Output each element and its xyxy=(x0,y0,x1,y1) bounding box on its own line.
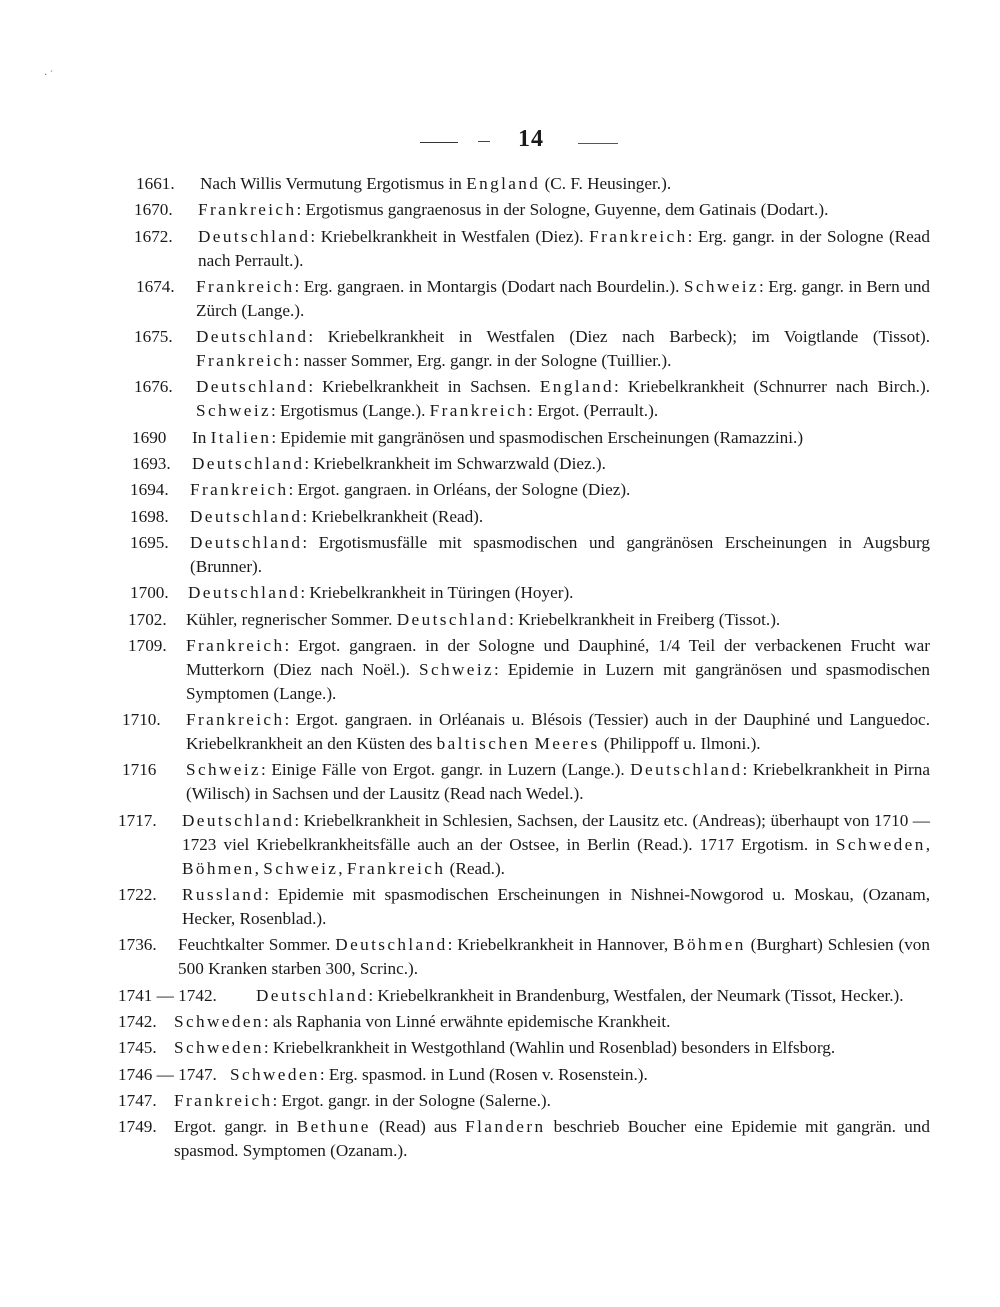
entry-text: Deutschland: Kriebelkrankheit im Schwarzwald (Diez.). xyxy=(192,454,606,474)
entry-year: 1702. xyxy=(128,609,167,629)
entry-year: 1690 xyxy=(132,427,167,447)
chronology-entry xyxy=(0,478,1000,502)
entry-year: 1736. xyxy=(118,935,157,955)
chronology-list xyxy=(0,172,1000,1165)
entry-text: Deutschland: Kriebelkrankheit in Brandenburg, Westfalen, der Neumark (Tissot, Hecker.). xyxy=(256,985,904,1005)
entry-text: Ergot. gangr. in Bethune (Read) aus Flandern beschrieb Boucher eine Epidemie mit gangrän. und spasmod. Symptomen (Ozanam.). xyxy=(174,1117,930,1161)
entry-year: 1746 — 1747. xyxy=(118,1064,217,1084)
entry-text: Deutschland: Kriebelkrankheit in Westfalen (Diez nach Barbeck); im Voigtlande (Tissot). Frankreich: nasser Sommer, Erg. gangr. in der Sologne (Tuillier.). xyxy=(196,327,930,371)
chronology-entry xyxy=(0,172,1000,196)
header-rule-left xyxy=(420,142,458,143)
entry-year: 1749. xyxy=(118,1117,157,1137)
entry-year: 1700. xyxy=(130,583,169,603)
chronology-entry xyxy=(0,505,1000,529)
chronology-entry xyxy=(0,325,1000,373)
chronology-entry xyxy=(0,1115,1000,1163)
entry-year: 1676. xyxy=(134,377,173,397)
entry-text: Frankreich: Ergot. gangr. in der Sologne (Salerne.). xyxy=(174,1090,551,1110)
chronology-entry xyxy=(0,531,1000,579)
chronology-entry xyxy=(0,1010,1000,1034)
entry-year: 1747. xyxy=(118,1090,157,1110)
chronology-entry xyxy=(0,933,1000,981)
chronology-entry xyxy=(0,708,1000,756)
entry-text: Deutschland: Kriebelkrankheit in Türingen (Hoyer). xyxy=(188,583,574,603)
entry-year: 1694. xyxy=(130,480,169,500)
entry-year: 1675. xyxy=(134,327,173,347)
entry-year: 1670. xyxy=(134,200,173,220)
entry-year: 1745. xyxy=(118,1038,157,1058)
chronology-entry xyxy=(0,1036,1000,1060)
entry-text: Frankreich: Ergot. gangraen. in Orléanais u. Blésois (Tessier) auch in der Dauphiné und Languedoc. Kriebelkrankheit an den Küsten des baltischen Meeres (Philippoff u. Ilmoni.). xyxy=(186,710,930,754)
chronology-entry xyxy=(0,984,1000,1008)
entry-year: 1661. xyxy=(136,174,175,193)
entry-year: 1693. xyxy=(132,454,171,474)
header-rule-left-dash xyxy=(478,141,490,142)
entry-year: 1722. xyxy=(118,885,157,905)
entry-year: 1716 xyxy=(122,760,157,780)
entry-text: Deutschland: Kriebelkrankheit in Westfalen (Diez). Frankreich: Erg. gangr. in der Sologne (Read nach Perrault.). xyxy=(198,226,930,270)
entry-text: Frankreich: Ergot. gangraen. in der Sologne und Dauphiné, 1/4 Teil der verbackenen Frucht war Mutterkorn (Diez nach Noël.). Schweiz: Epidemie in Luzern mit gangränösen und spasmodischen Symptomen (Lange.). xyxy=(186,635,930,703)
entry-year: 1717. xyxy=(118,810,157,830)
page-number: 14 xyxy=(518,126,544,152)
entry-text: Kühler, regnerischer Sommer. Deutschland: Kriebelkrankheit in Freiberg (Tissot.). xyxy=(186,609,781,629)
entry-text: Schweden: Kriebelkrankheit in Westgothland (Wahlin und Rosenblad) besonders in Elfsborg. xyxy=(174,1038,836,1058)
entry-text: Schweden: als Raphania von Linné erwähnte epidemische Krankheit. xyxy=(174,1011,671,1031)
chronology-entry xyxy=(0,225,1000,273)
entry-text: Deutschland: Kriebelkrankheit (Read). xyxy=(190,506,484,526)
chronology-entry xyxy=(0,608,1000,632)
chronology-entry xyxy=(0,375,1000,423)
entry-text: Russland: Epidemie mit spasmodischen Erscheinungen in Nishnei-Nowgorod u. Moskau, (Ozanam, Hecker, Rosenblad.). xyxy=(182,885,930,929)
entry-text: Deutschland: Ergotismusfälle mit spasmodischen und gangränösen Erscheinungen in Augsburg (Brunner). xyxy=(190,532,930,576)
chronology-entry xyxy=(0,809,1000,881)
entry-year: 1698. xyxy=(130,506,169,526)
entry-year: 1710. xyxy=(122,710,161,730)
entry-text: Schweden: Erg. spasmod. in Lund (Rosen v. Rosenstein.). xyxy=(230,1064,648,1084)
entry-text: Schweiz: Einige Fälle von Ergot. gangr. in Luzern (Lange.). Deutschland: Kriebelkrankheit in Pirna (Wilisch) in Sachsen und der Lausitz (Read nach Wedel.). xyxy=(186,760,930,804)
chronology-entry xyxy=(0,1089,1000,1113)
entry-year: 1672. xyxy=(134,226,173,246)
chronology-entry xyxy=(0,275,1000,323)
chronology-entry xyxy=(0,198,1000,222)
entry-text: Feuchtkalter Sommer. Deutschland: Kriebelkrankheit in Hannover, Böhmen (Burghart) Schlesien (von 500 Kranken starben 300, Scrinc.). xyxy=(178,935,930,979)
entry-year: 1695. xyxy=(130,532,169,552)
stray-print-mark: · ´ xyxy=(44,70,54,81)
chronology-entry xyxy=(0,634,1000,706)
entry-text: Nach Willis Vermutung Ergotismus in England (C. F. Heusinger.). xyxy=(200,174,672,193)
entry-year: 1674. xyxy=(136,276,175,296)
chronology-entry xyxy=(0,758,1000,806)
entry-year: 1742. xyxy=(118,1011,157,1031)
page-header xyxy=(0,124,1000,164)
chronology-entry xyxy=(0,452,1000,476)
entry-text: Deutschland: Kriebelkrankheit in Sachsen. England: Kriebelkrankheit (Schnurrer nach Birch.). Schweiz: Ergotismus (Lange.). Frankreich: Ergot. (Perrault.). xyxy=(196,377,930,421)
chronology-entry xyxy=(0,426,1000,450)
entry-text: Deutschland: Kriebelkrankheit in Schlesien, Sachsen, der Lausitz etc. (Andreas); überhaupt von 1710 — 1723 viel Kriebelkrankheitsfälle auch an der Ostsee, in Berlin (Read.). 1717 Ergotism. in Schweden, Böhmen, Schweiz, Frankreich (Read.). xyxy=(182,810,930,878)
entry-year: 1741 — 1742. xyxy=(118,985,217,1005)
entry-text: Frankreich: Ergot. gangraen. in Orléans, der Sologne (Diez). xyxy=(190,480,631,500)
entry-text: In Italien: Epidemie mit gangränösen und spasmodischen Erscheinungen (Ramazzini.) xyxy=(192,427,804,447)
chronology-entry xyxy=(0,883,1000,931)
header-rule-right xyxy=(578,143,618,144)
chronology-entry xyxy=(0,581,1000,605)
entry-text: Frankreich: Ergotismus gangraenosus in der Sologne, Guyenne, dem Gatinais (Dodart.). xyxy=(198,200,829,220)
entry-text: Frankreich: Erg. gangraen. in Montargis (Dodart nach Bourdelin.). Schweiz: Erg. gangr. in Bern und Zürch (Lange.). xyxy=(196,276,931,320)
chronology-entry xyxy=(0,1063,1000,1087)
entry-year: 1709. xyxy=(128,635,167,655)
